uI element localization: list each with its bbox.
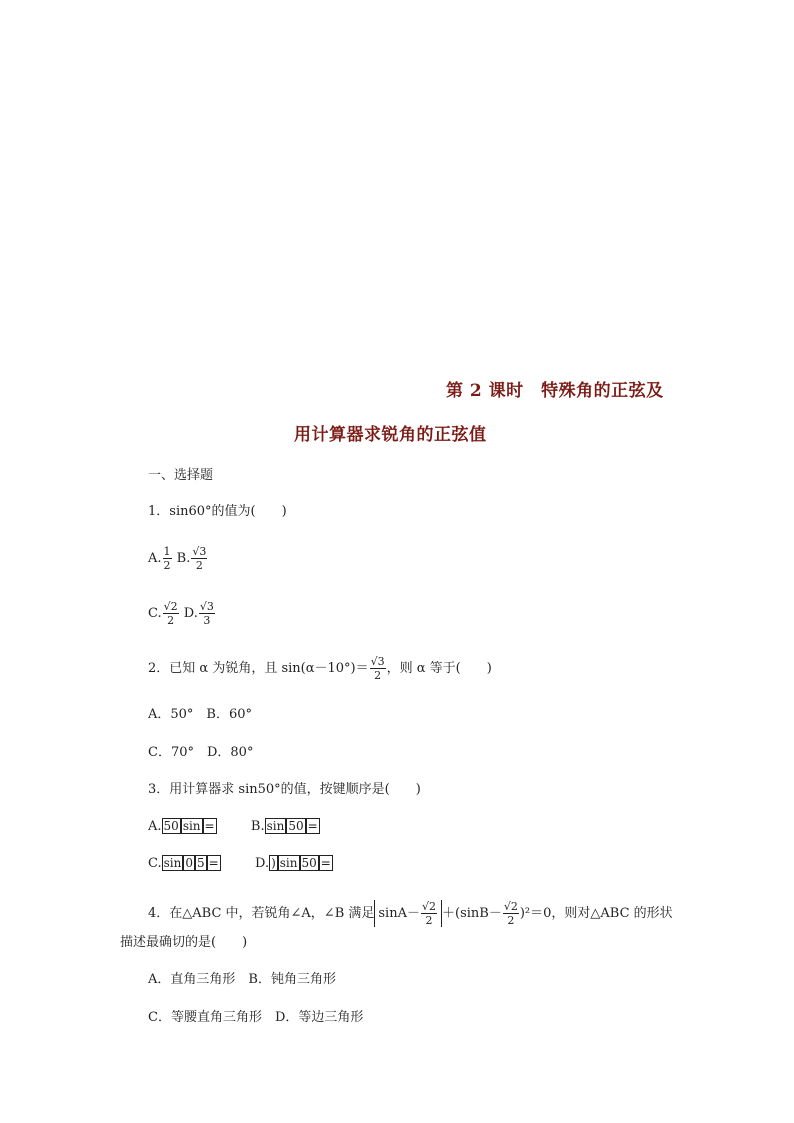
q1-opt-d-frac: $\frac{√3}{3}$ — [199, 600, 214, 627]
q3-opt-a-label: A. — [148, 819, 162, 834]
q4-options-ab: A．直角三角形 B．钝角三角形 — [148, 972, 336, 987]
q3-options-cd — [148, 855, 333, 873]
key-equals: = — [204, 819, 215, 833]
q3-opt-b-label: B. — [250, 819, 265, 834]
q1-opt-b-frac: $\frac{√3}{2}$ — [192, 545, 207, 572]
key-equals: = — [208, 856, 219, 870]
key-50: 50 — [163, 819, 179, 833]
q4-pre: 4．在△ABC 中，若锐角∠A，∠B 满足 — [148, 906, 375, 921]
key-50: 50 — [288, 819, 304, 833]
key-0: 0 — [185, 856, 193, 870]
q1-opt-b-label: B. — [176, 551, 191, 566]
q3-options-ab — [148, 818, 320, 836]
key-sin: sin — [182, 819, 201, 833]
q4-stem — [148, 900, 673, 927]
q1-options-ab — [148, 545, 208, 572]
q4-mid: ＋(sinB－ — [442, 906, 502, 921]
q1-opt-c-frac: $\frac{√2}{2}$ — [163, 600, 178, 627]
q3-opt-d-label: D. — [254, 856, 270, 871]
key-sin: sin — [279, 856, 298, 870]
key-paren: ) — [271, 856, 276, 870]
q4-post: )²＝0，则对△ABC 的形状 — [519, 906, 673, 921]
q1-options-cd — [148, 600, 216, 627]
q2-stem-pre: 2．已知 α 为锐角，且 sin(α－10°)＝ — [148, 661, 369, 676]
q2-options-ab: A．50° B．60° — [148, 707, 253, 722]
q1-opt-c-label: C. — [148, 606, 162, 621]
section-heading: 一、选择题 — [148, 468, 214, 483]
q4-options-cd: C．等腰直角三角形 D．等边三角形 — [148, 1010, 364, 1025]
q3-stem: 3．用计算器求 sin50°的值，按键顺序是( ) — [148, 782, 421, 797]
q1-opt-a-label: A. — [148, 551, 162, 566]
q3-opt-c-label: C. — [148, 856, 162, 871]
key-sin: sin — [163, 856, 182, 870]
q2-stem — [148, 655, 492, 682]
q2-options-cd: C．70° D．80° — [148, 745, 254, 760]
q4-stem-line2: 描述最确切的是( ) — [120, 935, 248, 950]
q1-opt-a-frac: $\frac{1}{2}$ — [163, 545, 171, 572]
key-sin: sin — [266, 819, 285, 833]
title-line-2: 用计算器求锐角的正弦值 — [294, 425, 487, 445]
q4-abs: sinA－ $\frac{√2}{2}$ — [374, 900, 442, 927]
title-line-1: 第 2 课时 特殊角的正弦及 — [446, 381, 664, 401]
q2-frac: $\frac{√3}{2}$ — [370, 655, 385, 682]
q1-opt-d-label: D. — [183, 606, 198, 621]
key-50: 50 — [301, 856, 317, 870]
key-5: 5 — [197, 856, 205, 870]
q1-stem: 1．sin60°的值为( ) — [148, 504, 287, 519]
q4-frac2: $\frac{√2}{2}$ — [503, 900, 518, 927]
q2-stem-post: ，则 α 等于( ) — [386, 661, 492, 676]
key-equals: = — [307, 819, 318, 833]
key-equals: = — [320, 856, 331, 870]
